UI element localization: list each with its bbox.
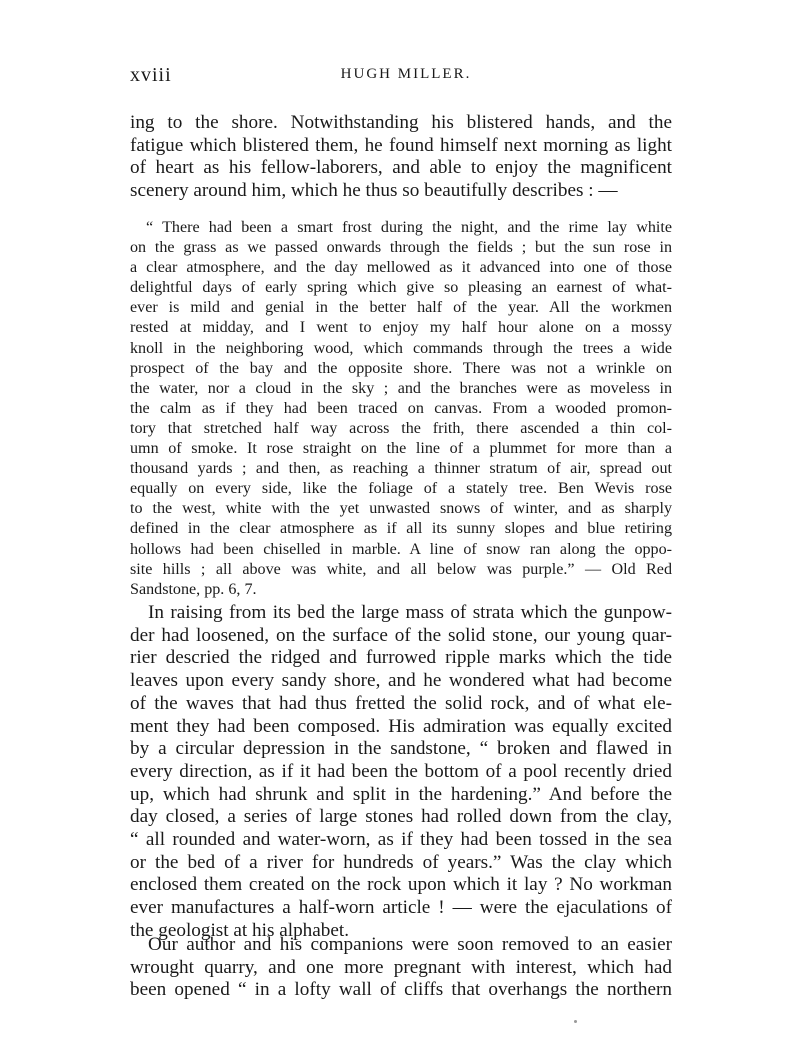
quote-line: to the west, white with the yet unwasted snows of winter, and as sharply <box>130 500 672 518</box>
paragraph-line: Our author and his companions were soon removed to an easier <box>148 934 672 955</box>
paragraph-line: ment they had been composed. His admiration was equally excited <box>130 715 672 737</box>
paragraph-3 <box>130 934 672 1002</box>
paragraph-line: been opened “ in a lofty wall of cliffs that overhangs the northern <box>130 979 672 1001</box>
page-number: xviii <box>130 64 172 86</box>
paragraph-line: “ all rounded and water-worn, as if they had been tossed in the sea <box>130 829 672 851</box>
quote-line: knoll in the neighboring wood, which commands through the trees a wide <box>130 339 672 357</box>
quote-line: rested at midday, and I went to enjoy my half hour alone on a mossy <box>130 319 672 337</box>
quote-line: tory that stretched half way across the frith, there ascended a thin col- <box>130 419 672 437</box>
paragraph-line: leaves upon every sandy shore, and he wondered what had become <box>130 670 672 692</box>
quote-line: site hills ; all above was white, and all below was purple.” — Old Red <box>130 560 672 578</box>
paragraph-line: ever manufactures a half-worn article ! — were the ejaculations of <box>130 897 672 919</box>
quote-line: hollows had been chiselled in marble. A line of snow ran along the oppo- <box>130 540 672 558</box>
quote-line: delightful days of early spring which give so pleasing an earnest of what- <box>130 279 672 297</box>
paragraph-line: or the bed of a river for hundreds of years.” Was the clay which <box>130 851 672 873</box>
quote-line: ever is mild and genial in the better half of the year. All the workmen <box>130 299 672 317</box>
quote-line: the water, nor a cloud in the sky ; and the branches were as moveless in <box>130 379 672 397</box>
paragraph-line: In raising from its bed the large mass of strata which the gunpow- <box>148 602 672 623</box>
paragraph-line: ing to the shore. Notwithstanding his blistered hands, and the <box>130 112 672 133</box>
quote-line: umn of smoke. It rose straight on the line of a plummet for more than a <box>130 440 672 458</box>
paragraph-line: every direction, as if it had been the bottom of a pool recently dried <box>130 760 672 782</box>
paragraph-line: enclosed them created on the rock upon which it lay ? No workman <box>130 874 672 896</box>
running-head <box>130 64 682 90</box>
page-speck <box>574 1020 577 1023</box>
quote-line: defined in the clear atmosphere as if all its sunny slopes and blue retiring <box>130 520 672 538</box>
paragraph-line: the geologist at his alphabet. <box>130 919 350 941</box>
block-quote <box>130 218 672 600</box>
running-title: HUGH MILLER. <box>340 66 472 82</box>
paragraph-line: rier descried the ridged and furrowed ripple marks which the tide <box>130 647 672 669</box>
paragraph-line: wrought quarry, and one more pregnant with interest, which had <box>130 956 672 978</box>
quote-line: the calm as if they had been traced on canvas. From a wooded promon- <box>130 399 672 417</box>
quote-line: on the grass as we passed onwards through the fields ; but the sun rose in <box>130 239 672 257</box>
paragraph-line: der had loosened, on the surface of the solid stone, our young quar- <box>130 624 672 646</box>
paragraph-line: of heart as his fellow-laborers, and able to enjoy the magnificent <box>130 157 672 179</box>
quote-line: “ There had been a smart frost during the night, and the rime lay white <box>146 219 672 236</box>
paragraph-1 <box>130 112 672 203</box>
paragraph-line: by a circular depression in the sandstone, “ broken and flawed in <box>130 738 672 760</box>
paragraph-line: scenery around him, which he thus so beautifully describes : — <box>130 180 618 202</box>
paragraph-line: up, which had shrunk and split in the hardening.” And before the <box>130 783 672 805</box>
quote-line: thousand yards ; and then, as reaching a thinner stratum of air, spread out <box>130 460 672 478</box>
paragraph-2 <box>130 602 672 943</box>
paragraph-line: day closed, a series of large stones had rolled down from the clay, <box>130 806 672 828</box>
paragraph-line: of the waves that had thus fretted the solid rock, and of what ele- <box>130 692 672 714</box>
quote-line: prospect of the bay and the opposite shore. There was not a wrinkle on <box>130 359 672 377</box>
paragraph-line: fatigue which blistered them, he found himself next morning as light <box>130 134 672 156</box>
quote-line: equally on every side, like the foliage of a stately tree. Ben Wevis rose <box>130 480 672 498</box>
quote-line: a clear atmosphere, and the day mellowed as it advanced into one of those <box>130 259 672 277</box>
quote-line: Sandstone, pp. 6, 7. <box>130 580 257 598</box>
